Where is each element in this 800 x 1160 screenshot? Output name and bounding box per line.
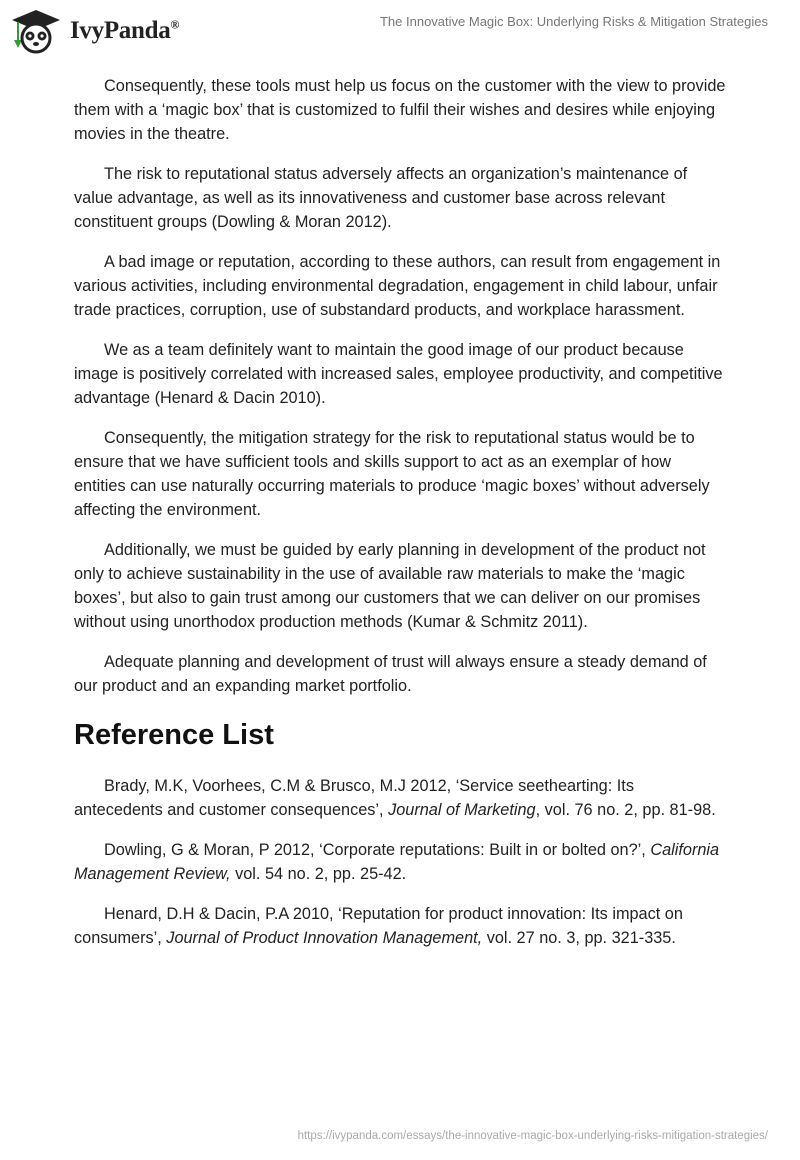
paragraph: A bad image or reputation, according to these authors, can result from engagement in various activities, including environmental degradation, engagement in child labour, unfair trade practices, corruption, use of substandard products, and workplace harassment. [74,253,721,319]
source-url[interactable]: https://ivypanda.com/essays/the-innovative-magic-box-underlying-risks-mitigation-strategies/ [297,1130,768,1142]
paragraph: Adequate planning and development of trust will always ensure a steady demand of our product and an expanding market portfolio. [74,653,707,695]
reference-item: Brady, M.K, Voorhees, C.M & Brusco, M.J 2012, ‘Service seethearting: Its antecedents and customer consequences’, Journal of Marketing, vol. 76 no. 2, pp. 81-98. [74,777,716,819]
panda-logo-icon [8,8,64,54]
reference-item: Dowling, G & Moran, P 2012, ‘Corporate reputations: Built in or bolted on?’, California Management Review, vol. 54 no. 2, pp. 25-42. [74,841,720,883]
essay-body [74,74,726,966]
logo-text: IvyPanda® [70,17,180,44]
paragraph: Consequently, these tools must help us focus on the customer with the view to provide them with a ‘magic box’ that is customized to fulfil their wishes and desires while enjoying movies in the theatre. [74,77,726,143]
paragraph: The risk to reputational status adversely affects an organization’s maintenance of value advantage, as well as its innovativeness and customer base across relevant constituent groups (Dowling & Moran 2012). [74,165,688,231]
reference-list-heading: Reference List [74,719,274,751]
reference-item: Henard, D.H & Dacin, P.A 2010, ‘Reputation for product innovation: Its impact on consumers’, Journal of Product Innovation Management, vol. 27 no. 3, pp. 321-335. [74,905,683,947]
paragraph: Additionally, we must be guided by early planning in development of the product not only to achieve sustainability in the use of available raw materials to make the ‘magic boxes’, but also to gain trust among our customers that we can deliver on our promises without using unorthodox production methods (Kumar & Schmitz 2011). [74,541,706,631]
paragraph: We as a team definitely want to maintain the good image of our product because image is positively correlated with increased sales, employee productivity, and competitive advantage (Henard & Dacin 2010). [74,341,723,407]
logo[interactable] [8,8,179,54]
document-title: The Innovative Magic Box: Underlying Risks & Mitigation Strategies [379,14,768,29]
paragraph: Consequently, the mitigation strategy for the risk to reputational status would be to ensure that we have sufficient tools and skills support to act as an exemplar of how entities can use naturally occurring materials to produce ‘magic boxes’ without adversely affecting the environment. [74,429,710,519]
